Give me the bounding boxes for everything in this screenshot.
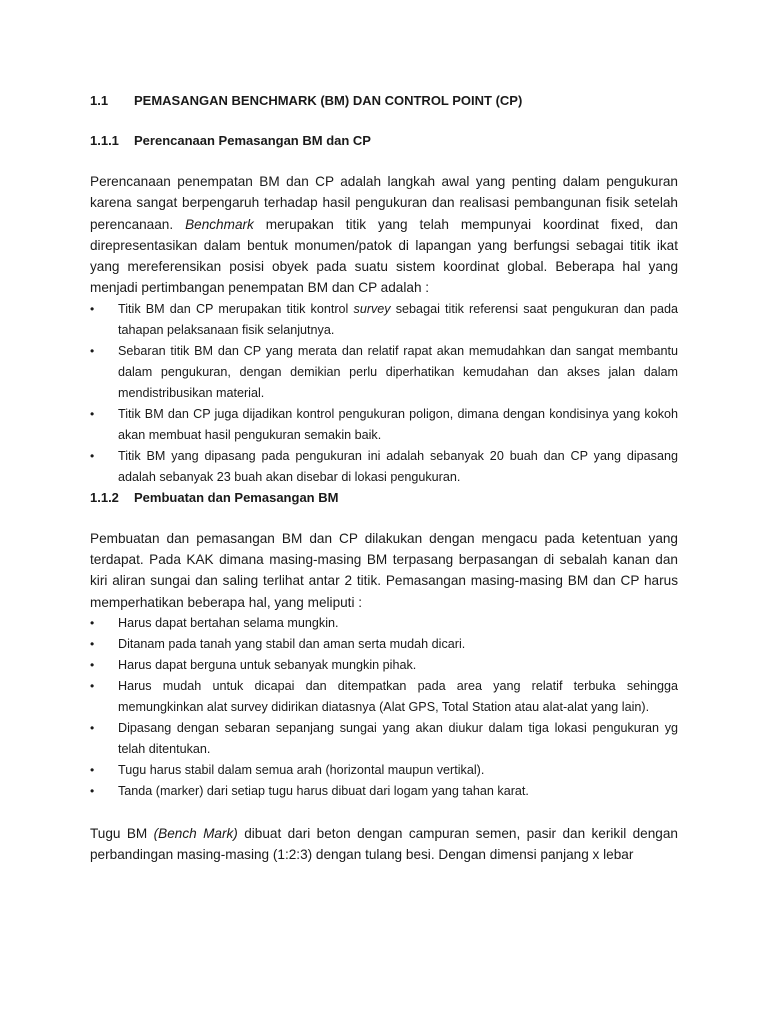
bullet-icon: •: [90, 636, 95, 651]
list-item-text: Sebaran titik BM dan CP yang merata dan relatif rapat akan memudahkan dan sangat membantu dalam pengukuran, dengan demikian perlu diperhatikan kemudahan dan akses jalan dalam mendistribusikan material.: [118, 343, 678, 400]
subsection-heading-1: [90, 132, 678, 150]
list-item: [90, 446, 678, 488]
bullet-icon: •: [90, 657, 95, 672]
paragraph-gap: [90, 802, 678, 823]
bullet-icon: •: [90, 720, 95, 735]
paragraph-text: dibuat dari beton dengan campuran semen, pasir dan kerikil dengan perbandingan masing-masing (1:2:3) dengan tulang besi. Dengan dimensi panjang x lebar: [90, 825, 678, 863]
subsection-number-1: 1.1.1: [90, 133, 119, 148]
list-item-text: Harus dapat bertahan selama mungkin.: [118, 615, 339, 630]
list-item: [90, 718, 678, 760]
bullet-icon: •: [90, 448, 95, 463]
bullet-list-pembuatan: [90, 613, 678, 802]
paragraph-text: Perencanaan penempatan BM dan CP adalah langkah awal yang penting dalam pengukuran karena sangat berpengaruh terhadap hasil pengukuran dan realisasi pembangunan fisik setelah perencanaan.: [90, 174, 678, 232]
list-item: [90, 299, 678, 341]
subsection-title-1: Perencanaan Pemasangan BM dan CP: [134, 133, 371, 148]
list-item: [90, 634, 678, 655]
subsection-heading-2: [90, 489, 678, 507]
list-item-text: Harus mudah untuk dicapai dan ditempatkan pada area yang relatif terbuka sehingga memungkinkan alat survey didirikan diatasnya (Alat GPS, Total Station atau alat-alat yang lain).: [118, 678, 678, 714]
paragraph-italic-term: Benchmark: [185, 216, 254, 232]
bullet-icon: •: [90, 762, 95, 777]
list-item: [90, 341, 678, 404]
section-number: 1.1: [90, 93, 109, 108]
list-item-text: Harus dapat berguna untuk sebanyak mungkin pihak.: [118, 657, 417, 672]
list-item: [90, 760, 678, 781]
list-item: [90, 613, 678, 634]
bullet-icon: •: [90, 615, 95, 630]
document-page: [90, 92, 678, 866]
section-title: PEMASANGAN BENCHMARK (BM) DAN CONTROL POINT (CP): [134, 93, 523, 108]
paragraph-italic-term: (Bench Mark): [153, 825, 238, 841]
paragraph-perencanaan: [90, 171, 678, 299]
paragraph-tugu-bm: [90, 823, 678, 866]
bullet-icon: •: [90, 783, 95, 798]
list-item-text: Titik BM yang dipasang pada pengukuran ini adalah sebanyak 20 buah dan CP yang dipasang adalah sebanyak 23 buah akan disebar di lokasi pengukuran.: [118, 448, 678, 484]
bullet-list-perencanaan: [90, 299, 678, 488]
list-item-text: sebagai titik referensi saat pengukuran dan pada tahapan pelaksanaan fisik selanjutnya.: [118, 301, 678, 337]
list-item-text: Tanda (marker) dari setiap tugu harus dibuat dari logam yang tahan karat.: [118, 783, 529, 798]
list-item: [90, 655, 678, 676]
paragraph-text: Tugu BM: [90, 825, 154, 841]
section-heading: [90, 92, 678, 110]
list-item: [90, 676, 678, 718]
bullet-icon: •: [90, 343, 95, 358]
paragraph-pembuatan: Pembuatan dan pemasangan BM dan CP dilakukan dengan mengacu pada ketentuan yang terdapat. Pada KAK dimana masing-masing BM terpasang berpasangan di sebalah kanan dan kiri aliran sungai dan saling terlihat antar 2 titik. Pemasangan masing-masing BM dan CP harus memperhatikan beberapa hal, yang meliputi :: [90, 530, 678, 610]
bullet-icon: •: [90, 301, 95, 316]
list-item-text: Dipasang dengan sebaran sepanjang sungai yang akan diukur dalam tiga lokasi pengukuran yg telah ditentukan.: [118, 720, 678, 756]
list-item: [90, 404, 678, 446]
list-item-text: Tugu harus stabil dalam semua arah (horizontal maupun vertikal).: [118, 762, 485, 777]
list-item-text: Titik BM dan CP merupakan titik kontrol: [118, 301, 354, 316]
paragraph-text: merupakan titik yang telah mempunyai koordinat fixed, dan direpresentasikan dalam bentuk monumen/patok di lapangan yang berfungsi sebagai titik ikat yang mereferensikan posisi obyek pada suatu sistem koordinat global. Beberapa hal yang menjadi pertimbangan penempatan BM dan CP adalah :: [90, 216, 678, 296]
bullet-icon: •: [90, 678, 95, 693]
subsection-number-2: 1.1.2: [90, 489, 119, 505]
list-item: [90, 781, 678, 802]
list-item-text: Titik BM dan CP juga dijadikan kontrol pengukuran poligon, dimana dengan kondisinya yang kokoh akan membuat hasil pengukuran semakin baik.: [118, 406, 678, 442]
bullet-icon: •: [90, 406, 95, 421]
subsection-title-2: Pembuatan dan Pemasangan BM: [134, 489, 339, 505]
list-item-italic: survey: [353, 301, 391, 316]
list-item-text: Ditanam pada tanah yang stabil dan aman serta mudah dicari.: [118, 636, 466, 651]
